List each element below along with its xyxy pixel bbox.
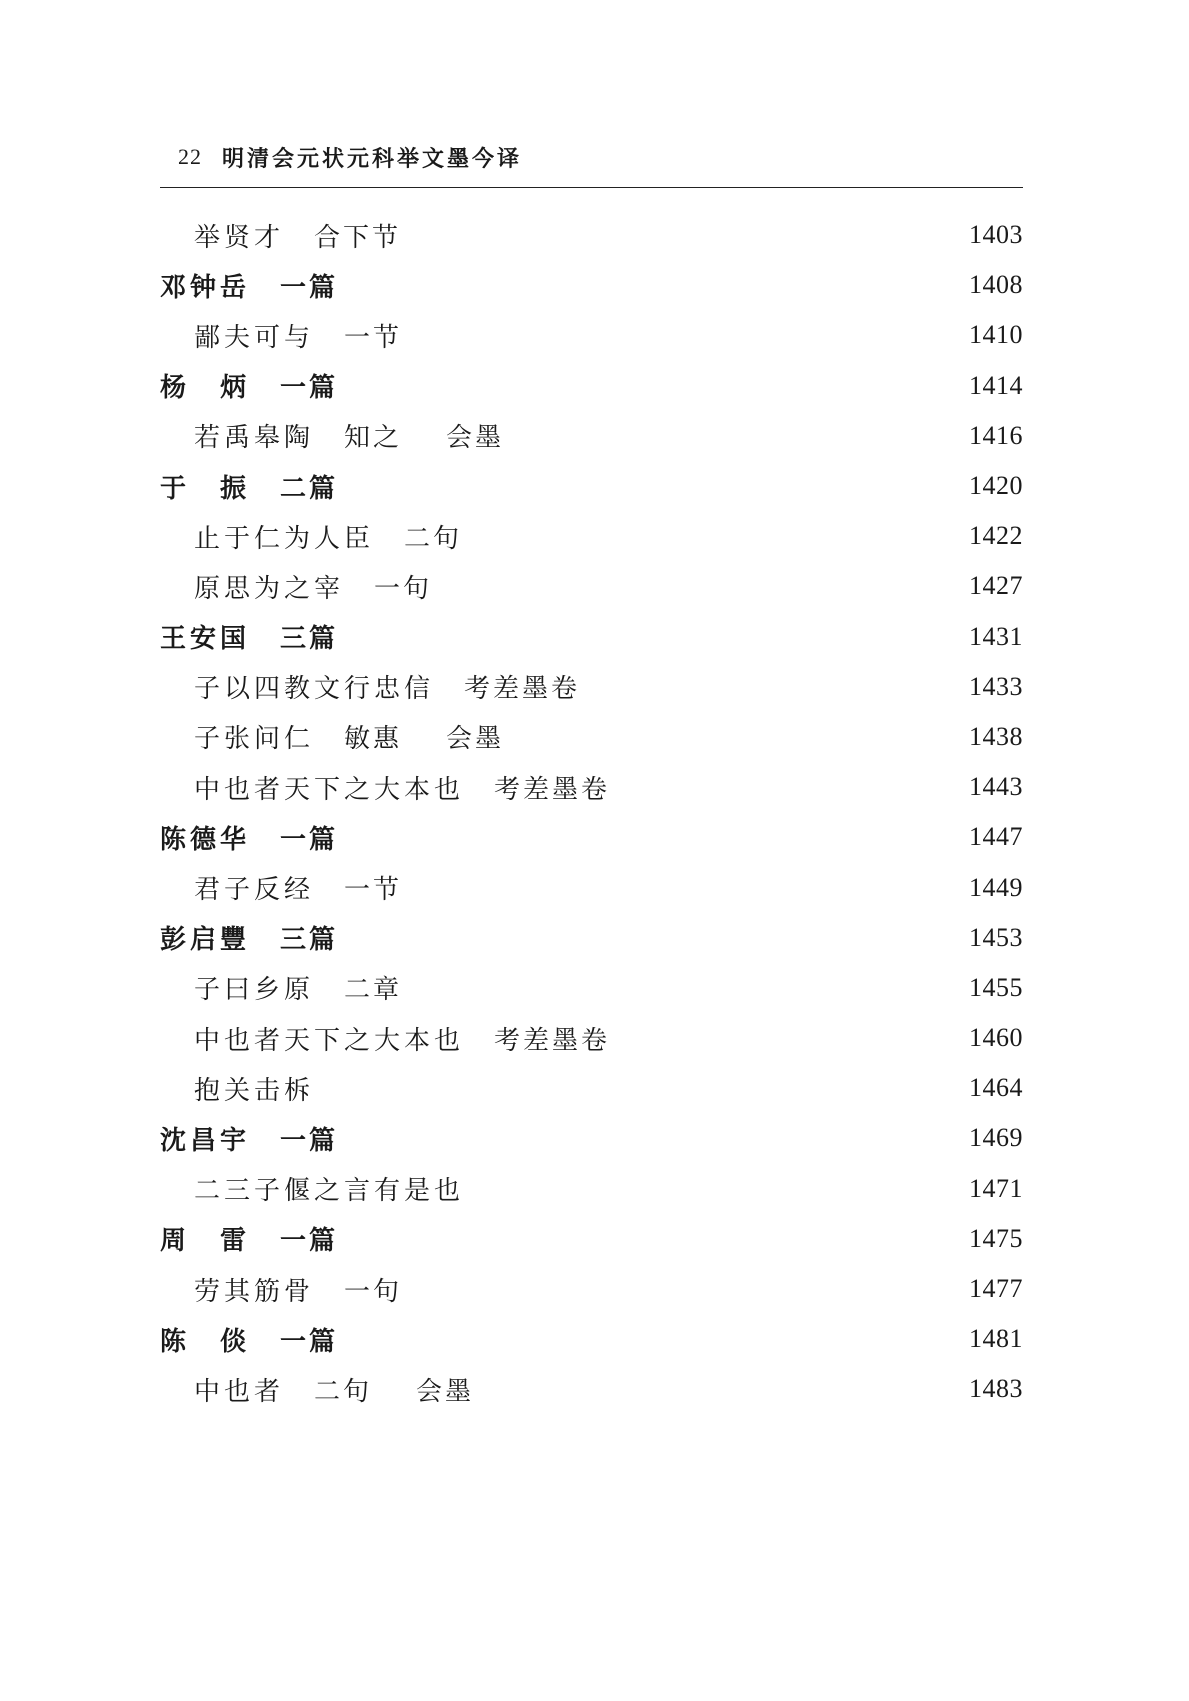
author-name: 沈昌宇 <box>160 1125 251 1156</box>
essay-scope: 考差墨卷 <box>464 674 581 705</box>
essay-scope: 考差墨卷 <box>494 1025 611 1056</box>
page-ref: 1460 <box>969 1023 1023 1053</box>
toc-author-entry[interactable] <box>160 612 1023 662</box>
essay-title: 若禹皋陶 <box>194 423 315 454</box>
page-number: 22 <box>178 144 202 169</box>
page-ref: 1410 <box>969 320 1023 350</box>
essay-count: 一篇 <box>280 373 339 404</box>
page-ref: 1469 <box>969 1123 1023 1153</box>
page-ref: 1433 <box>969 671 1023 701</box>
dot-leader <box>362 624 947 650</box>
essay-count: 一篇 <box>280 1125 339 1156</box>
book-title: 明清会元状元科举文墨今译 <box>222 146 523 172</box>
essay-title: 子曰乡原 <box>194 975 315 1006</box>
essay-scope: 一节 <box>344 875 403 906</box>
essay-title: 二三子偃之言有是也 <box>194 1176 465 1207</box>
dot-leader <box>426 1276 947 1302</box>
dot-leader <box>528 423 947 449</box>
essay-count: 一篇 <box>280 824 339 855</box>
author-name: 陈 倓 <box>160 1326 251 1357</box>
essay-note: 会墨 <box>446 724 505 755</box>
toc-essay-entry[interactable] <box>160 411 1023 461</box>
page-ref: 1453 <box>969 922 1023 952</box>
essay-title: 抱关击柝 <box>194 1075 315 1106</box>
essay-scope: 一句 <box>374 573 433 604</box>
author-name: 周 雷 <box>160 1226 251 1257</box>
page-ref: 1422 <box>969 521 1023 551</box>
author-name: 王安国 <box>160 624 251 655</box>
essay-title: 鄙夫可与 <box>194 322 315 353</box>
dot-leader <box>362 373 947 399</box>
dot-leader <box>362 824 947 850</box>
page-ref: 1427 <box>969 571 1023 601</box>
dot-leader <box>362 1125 947 1151</box>
table-of-contents <box>160 210 1023 1415</box>
dot-leader <box>362 272 947 298</box>
toc-author-entry[interactable] <box>160 1113 1023 1163</box>
toc-author-entry[interactable] <box>160 812 1023 862</box>
page-ref: 1403 <box>969 220 1023 250</box>
dot-leader <box>362 925 947 951</box>
dot-leader <box>362 1226 947 1252</box>
dot-leader <box>338 1075 947 1101</box>
toc-author-entry[interactable] <box>160 913 1023 963</box>
dot-leader <box>362 1326 947 1352</box>
page-ref: 1471 <box>969 1173 1023 1203</box>
author-name: 杨 炳 <box>160 373 251 404</box>
toc-essay-entry[interactable] <box>160 1013 1023 1063</box>
dot-leader <box>604 674 947 700</box>
page-ref: 1475 <box>969 1223 1023 1253</box>
page-ref: 1414 <box>969 370 1023 400</box>
dot-leader <box>634 1025 947 1051</box>
essay-scope: 知之 <box>344 423 403 454</box>
toc-essay-entry[interactable] <box>160 561 1023 611</box>
essay-scope: 合下节 <box>314 222 402 253</box>
essay-title: 劳其筋骨 <box>194 1276 315 1307</box>
essay-title: 中也者天下之大本也 <box>194 1025 465 1056</box>
page-ref: 1449 <box>969 872 1023 902</box>
essay-title: 止于仁为人臣 <box>194 523 375 554</box>
essay-scope: 敏惠 <box>344 724 403 755</box>
essay-note: 会墨 <box>416 1376 475 1407</box>
page-ref: 1431 <box>969 621 1023 651</box>
page-ref: 1420 <box>969 471 1023 501</box>
toc-author-entry[interactable] <box>160 1314 1023 1364</box>
author-name: 陈德华 <box>160 824 251 855</box>
page-ref: 1438 <box>969 721 1023 751</box>
running-header <box>160 142 1023 188</box>
essay-title: 君子反经 <box>194 875 315 906</box>
page-ref: 1443 <box>969 772 1023 802</box>
essay-scope: 一句 <box>344 1276 403 1307</box>
toc-essay-entry[interactable] <box>160 511 1023 561</box>
dot-leader <box>426 975 947 1001</box>
toc-essay-entry[interactable] <box>160 1364 1023 1414</box>
essay-scope: 二句 <box>314 1376 373 1407</box>
page-ref: 1447 <box>969 822 1023 852</box>
toc-essay-entry[interactable] <box>160 1063 1023 1113</box>
dot-leader <box>456 573 947 599</box>
toc-essay-entry[interactable] <box>160 762 1023 812</box>
essay-title: 原思为之宰 <box>194 573 345 604</box>
toc-essay-entry[interactable] <box>160 862 1023 912</box>
dot-leader <box>425 222 947 248</box>
essay-note: 会墨 <box>446 423 505 454</box>
dot-leader <box>634 774 947 800</box>
toc-essay-entry[interactable] <box>160 712 1023 762</box>
essay-scope: 考差墨卷 <box>494 774 611 805</box>
toc-essay-entry[interactable] <box>160 1264 1023 1314</box>
essay-scope: 一节 <box>344 322 403 353</box>
essay-scope: 二章 <box>344 975 403 1006</box>
toc-author-entry[interactable] <box>160 461 1023 511</box>
dot-leader <box>486 523 947 549</box>
page-ref: 1481 <box>969 1324 1023 1354</box>
essay-count: 一篇 <box>280 1326 339 1357</box>
toc-essay-entry[interactable] <box>160 1164 1023 1214</box>
essay-scope: 二句 <box>404 523 463 554</box>
page-ref: 1455 <box>969 972 1023 1002</box>
essay-title: 举贤才 <box>194 222 285 253</box>
toc-essay-entry[interactable] <box>160 310 1023 360</box>
dot-leader <box>362 473 947 499</box>
essay-count: 一篇 <box>280 272 339 303</box>
essay-count: 二篇 <box>280 473 339 504</box>
dot-leader <box>498 1376 947 1402</box>
essay-count: 一篇 <box>280 1226 339 1257</box>
essay-count: 三篇 <box>280 925 339 956</box>
toc-author-entry[interactable] <box>160 361 1023 411</box>
dot-leader <box>426 322 947 348</box>
page-ref: 1416 <box>969 420 1023 450</box>
author-name: 彭启豐 <box>160 925 251 956</box>
author-name: 邓钟岳 <box>160 272 251 303</box>
page-ref: 1408 <box>969 270 1023 300</box>
toc-author-entry[interactable] <box>160 260 1023 310</box>
essay-title: 子以四教文行忠信 <box>194 674 435 705</box>
page-ref: 1477 <box>969 1274 1023 1304</box>
page-ref: 1483 <box>969 1374 1023 1404</box>
toc-essay-entry[interactable] <box>160 963 1023 1013</box>
essay-title: 中也者天下之大本也 <box>194 774 465 805</box>
dot-leader <box>488 1176 947 1202</box>
essay-title: 子张问仁 <box>194 724 315 755</box>
author-name: 于 振 <box>160 473 251 504</box>
toc-essay-entry[interactable] <box>160 210 1023 260</box>
essay-title: 中也者 <box>194 1376 285 1407</box>
dot-leader <box>528 724 947 750</box>
page-ref: 1464 <box>969 1073 1023 1103</box>
toc-author-entry[interactable] <box>160 1214 1023 1264</box>
dot-leader <box>426 875 947 901</box>
essay-count: 三篇 <box>280 624 339 655</box>
toc-essay-entry[interactable] <box>160 662 1023 712</box>
